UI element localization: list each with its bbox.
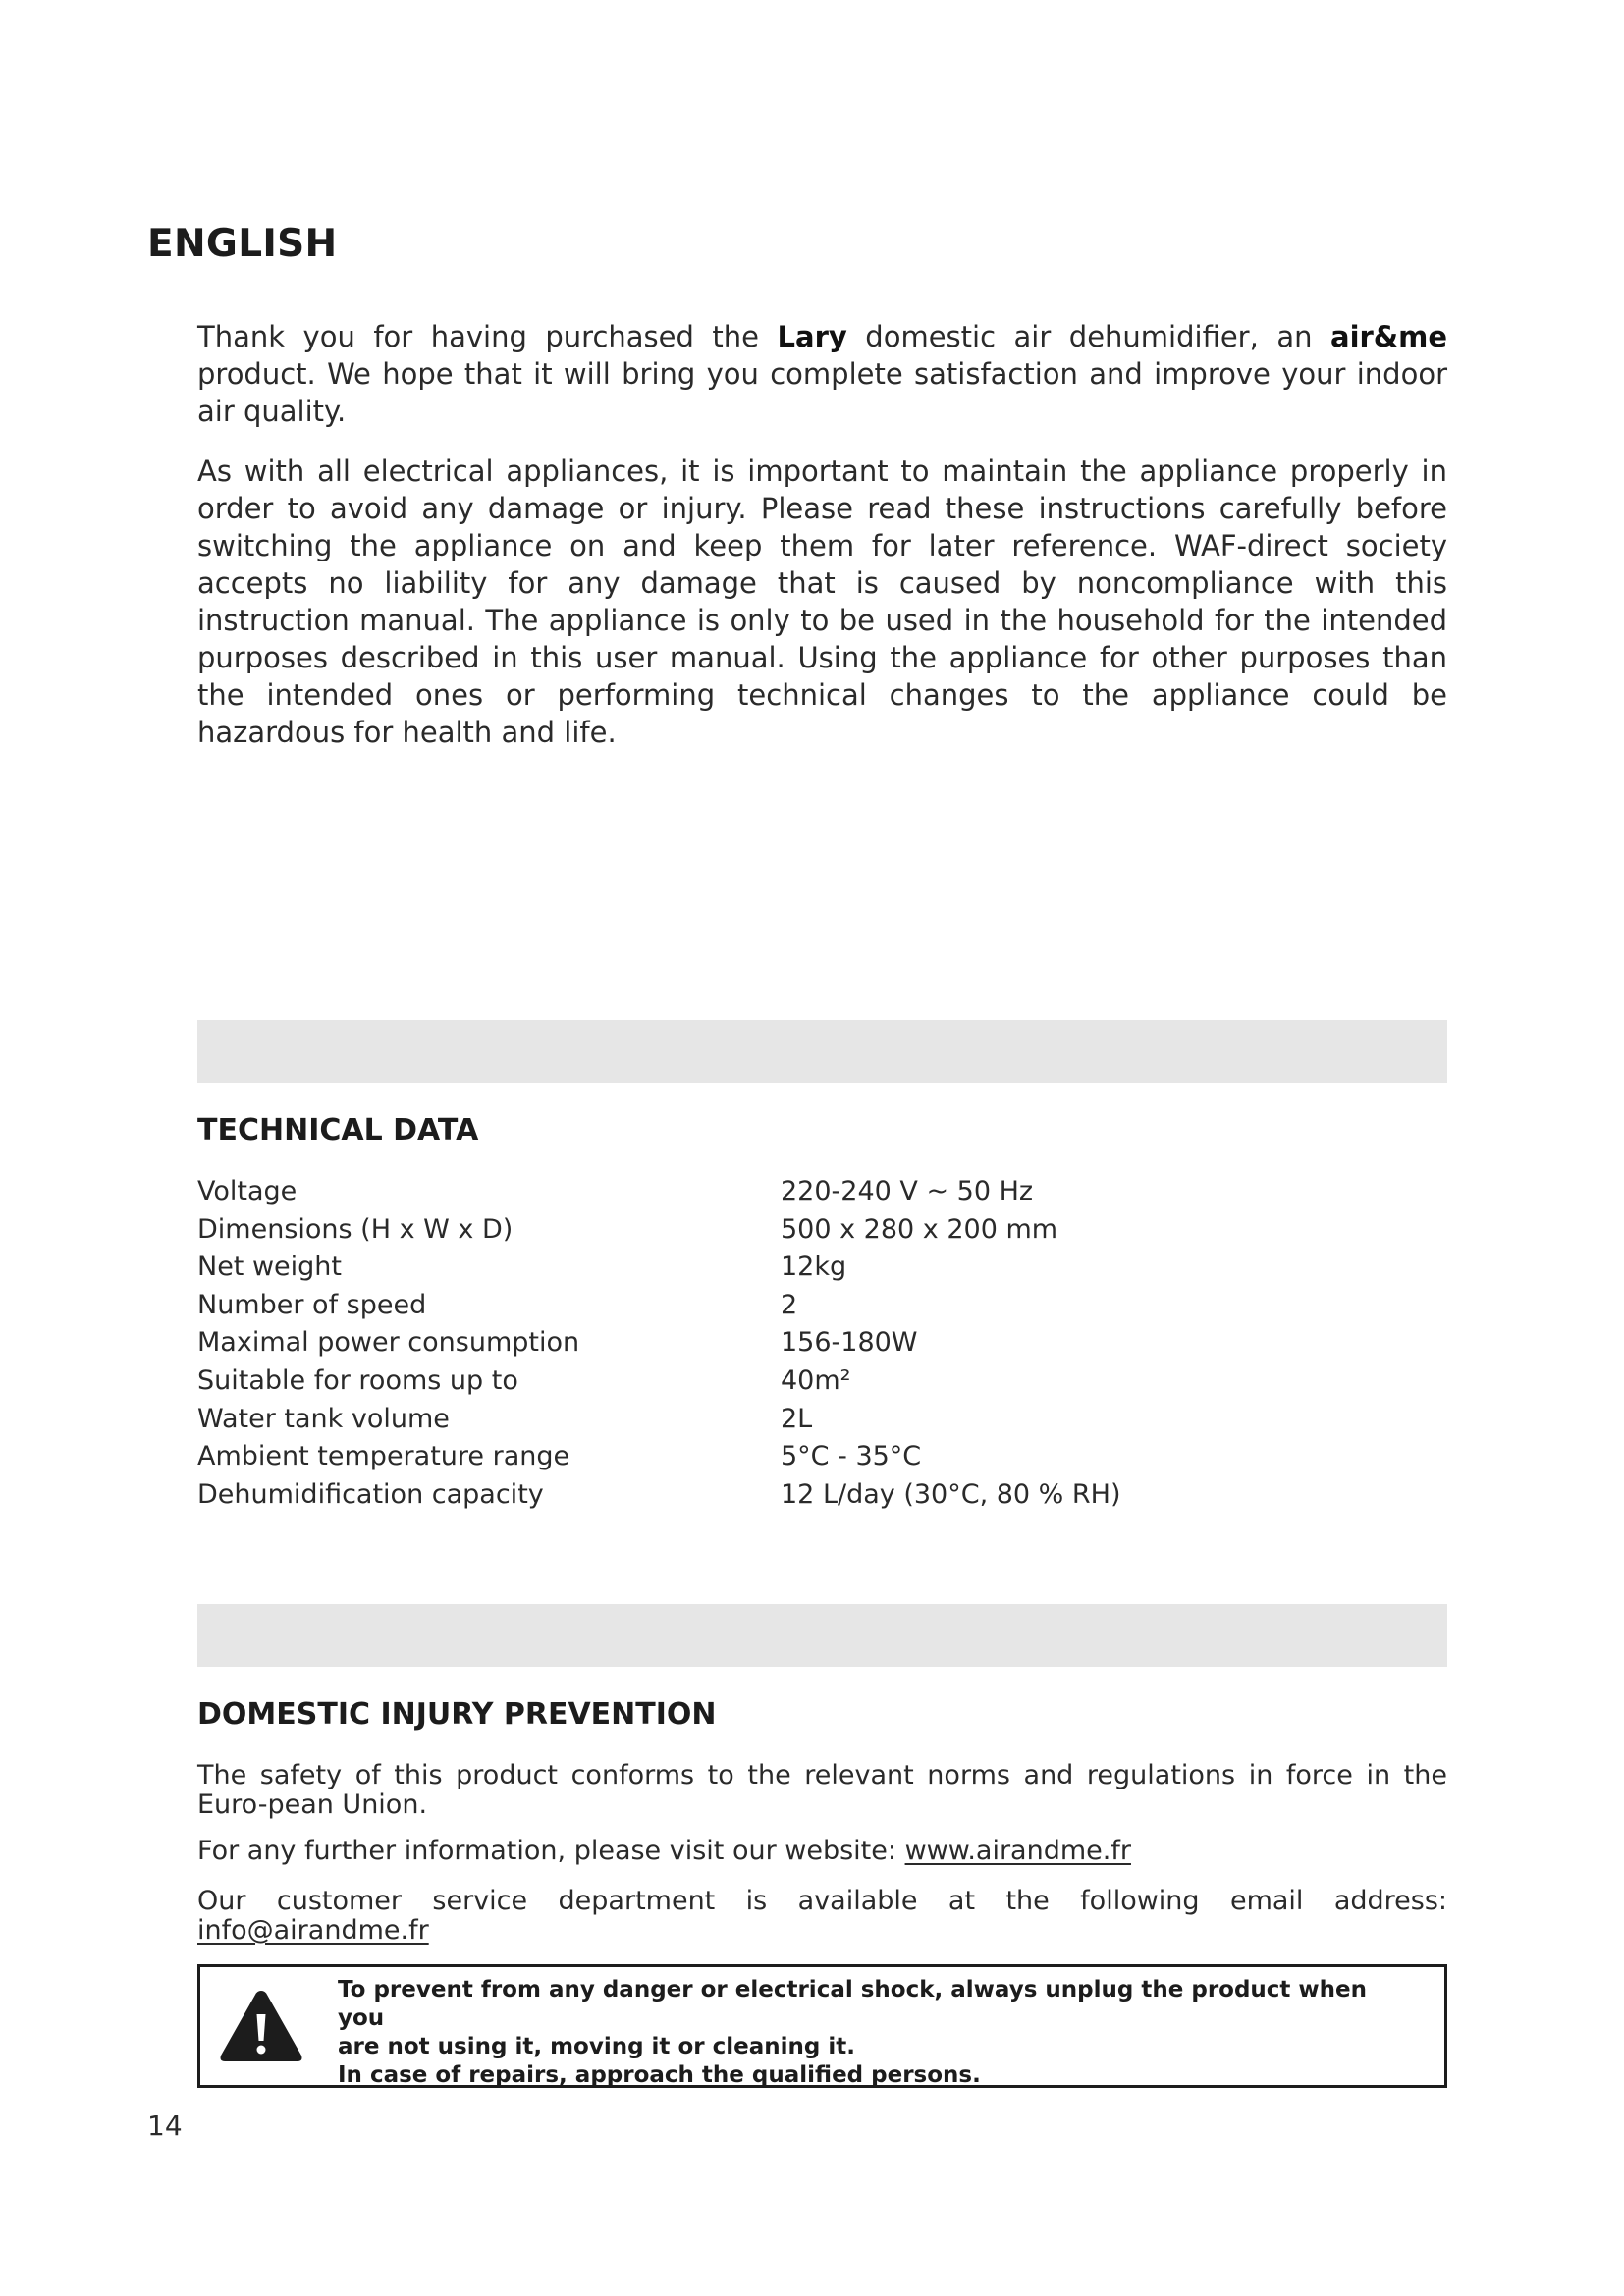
spec-value: 40m² bbox=[781, 1364, 851, 1396]
section-divider-band bbox=[197, 1020, 1447, 1083]
spec-label: Voltage bbox=[197, 1176, 298, 1206]
spec-value: 220-240 V ~ 50 Hz bbox=[781, 1176, 1034, 1206]
spec-label: Suitable for rooms up to bbox=[197, 1364, 518, 1396]
spec-value: 12 L/day (30°C, 80 % RH) bbox=[781, 1478, 1121, 1510]
website-link[interactable]: www.airandme.fr bbox=[904, 1836, 1131, 1866]
spec-value: 156-180W bbox=[781, 1327, 918, 1359]
spec-label: Water tank volume bbox=[197, 1403, 450, 1434]
warning-text bbox=[338, 1976, 1418, 2090]
spec-row bbox=[197, 1249, 1277, 1287]
spec-label: Dehumidification capacity bbox=[197, 1478, 544, 1510]
spec-label: Ambient temperature range bbox=[197, 1441, 570, 1472]
injury-prevention-title: DOMESTIC INJURY PREVENTION bbox=[197, 1697, 717, 1732]
email-paragraph bbox=[197, 1887, 1447, 1946]
spec-value: 2 bbox=[781, 1289, 798, 1320]
intro-text-2: domestic air dehumidifier, an bbox=[846, 320, 1330, 353]
spec-value: 2L bbox=[781, 1403, 813, 1434]
technical-data-table bbox=[197, 1173, 1277, 1514]
intro-text-3: product. We hope that it will bring you complete satisfaction and improve your indoor air quality. bbox=[197, 357, 1447, 428]
intro-text-1: Thank you for having purchased the bbox=[197, 320, 778, 353]
spec-row bbox=[197, 1438, 1277, 1476]
spec-row bbox=[197, 1324, 1277, 1362]
spec-row bbox=[197, 1173, 1277, 1211]
spec-row bbox=[197, 1401, 1277, 1439]
page-number: 14 bbox=[147, 2109, 183, 2142]
spec-value: 12kg bbox=[781, 1252, 847, 1283]
product-name: Lary bbox=[777, 320, 847, 353]
website-paragraph bbox=[197, 1837, 1447, 1866]
intro-paragraph-2: As with all electrical appliances, it is important to maintain the appliance properly in order to avoid any damage or injury. Please read these instructions carefully before switching the appliance on and keep them for later reference. WAF-direct society accepts no liability for any damage that is caused by noncompliance with this instruction manual. The appliance is only to be used in the household for the intended purposes described in this user manual. Using the appliance for other purposes than the intended ones or performing technical changes to the appliance could be hazardous for health and life. bbox=[197, 454, 1447, 749]
spec-row bbox=[197, 1362, 1277, 1401]
spec-label: Number of speed bbox=[197, 1289, 427, 1320]
spec-value: 500 x 280 x 200 mm bbox=[781, 1213, 1058, 1245]
section-divider-band bbox=[197, 1604, 1447, 1667]
brand-name: air&me bbox=[1330, 320, 1447, 353]
website-text: For any further information, please visit our website: bbox=[197, 1836, 905, 1866]
spec-label: Dimensions (H x W x D) bbox=[197, 1213, 514, 1245]
spec-row bbox=[197, 1211, 1277, 1250]
spec-label: Net weight bbox=[197, 1252, 343, 1283]
email-link[interactable]: info@airandme.fr bbox=[197, 1915, 429, 1946]
spec-row bbox=[197, 1287, 1277, 1325]
email-text: Our customer service department is available at the following email address: bbox=[197, 1886, 1447, 1916]
spec-value: 5°C - 35°C bbox=[781, 1441, 922, 1472]
warning-line-3: In case of repairs, approach the qualified persons. bbox=[338, 2062, 981, 2088]
intro-paragraph-1 bbox=[197, 318, 1447, 430]
warning-box bbox=[197, 1964, 1447, 2088]
warning-triangle-icon bbox=[217, 1987, 305, 2065]
spec-row bbox=[197, 1476, 1277, 1515]
page-heading: ENGLISH bbox=[147, 222, 338, 266]
spec-label: Maximal power consumption bbox=[197, 1327, 580, 1359]
technical-data-title: TECHNICAL DATA bbox=[197, 1113, 479, 1148]
warning-line-1: To prevent from any danger or electrical shock, always unplug the product when you bbox=[338, 1977, 1368, 2031]
safety-paragraph: The safety of this product conforms to the relevant norms and regulations in force in the Euro-pean Union. bbox=[197, 1760, 1447, 1820]
warning-line-2: are not using it, moving it or cleaning it. bbox=[338, 2034, 855, 2059]
